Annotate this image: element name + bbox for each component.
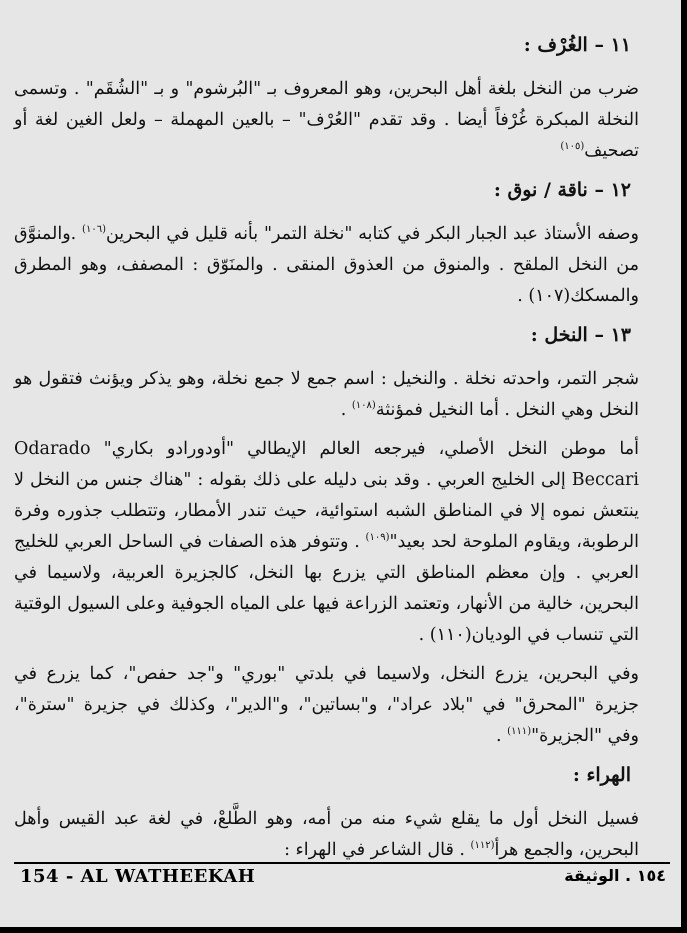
footnote-ref[interactable]: (١١٢) — [470, 840, 495, 852]
section-heading-11: ١١ – الغُرْف : — [523, 34, 631, 56]
paragraph-text: شجر التمر، واحدته نخلة . والنخيل : اسم جمع لا جمع نخلة، وهو يذكر ويؤنث فتقول هو النخل وهي النخل . أما النخيل فمؤنثة — [14, 369, 639, 420]
document-body — [14, 30, 639, 860]
section-heading-hura: الهراء : — [572, 764, 631, 786]
paragraph-text: وفي البحرين، يزرع النخل، ولاسيما في بلدتي "بوري" و"جد حفص"، كما يزرع في جزيرة "المحرق" في "بلاد عراد"، و"بساتين"، و"الدير"، وكذلك في جزيرة "سترة"، وفي "الجزيرة" — [14, 664, 639, 746]
paragraph-text: فسيل النخل أول ما يقلع شيء منه من أمه، وهو الطَّلعْ، في لغة عبد القيس وأهل البحرين، والجمع هرأ — [14, 809, 639, 860]
paragraph-tail: . — [340, 400, 352, 420]
paragraph-tail: .والمنوَّق من النخل الملقح . والمنوق من العذوق المنقى . والمنَوّق : المصفف، وهو المطرق والمسكك(١٠٧) . — [14, 224, 639, 306]
paragraph-text: وصفه الأستاذ عبد الجبار البكر في كتابه "نخلة التمر" بأنه قليل في البحرين — [105, 224, 639, 244]
paragraph-tail: . قال الشاعر في الهراء : — [284, 840, 471, 860]
section-heading-12: ١٢ – ناقة / نوق : — [493, 179, 631, 201]
paragraph-tail: . — [496, 726, 508, 746]
footer-page-label-latin: 154 - AL WATHEEKAH — [20, 866, 256, 887]
paragraph-text: ضرب من النخل بلغة أهل البحرين، وهو المعروف بـ "البُرشوم" و بـ "الشُقَم" . وتسمى النخلة المبكرة غُرْفاً أيضا . وقد تقدم "العُرْف" – بالعين المهملة – ولعل الغين لغة أو تصحيف — [14, 79, 639, 161]
paragraph-text: أما موطن النخل الأصلي، فيرجعه العالم الإيطالي "أودورادو بكاري" Odarado Beccari إلى الخليج العربي . وقد بنى دليله على ذلك بقوله : "هناك جنس من النخل لا ينتعش نموه إلا في المناطق الشبه استوائية، حيث تندر الأمطار، وتتطلب جذوره وفرة الرطوبة، ويقاوم الملوحة لحد بعيد" — [14, 439, 639, 552]
page-footer — [14, 862, 670, 894]
footnote-ref[interactable]: (١٠٨) — [351, 400, 376, 412]
footnote-ref[interactable]: (١٠٩) — [365, 532, 390, 544]
paragraph — [14, 74, 639, 167]
paragraph — [14, 804, 639, 866]
footnote-ref[interactable]: (١١١) — [507, 726, 532, 738]
paragraph — [14, 659, 639, 752]
paragraph — [14, 219, 639, 312]
footer-page-label-arabic: ١٥٤ . الوثيقة — [564, 866, 666, 885]
paragraph — [14, 364, 639, 426]
footnote-ref[interactable]: (١٠٦) — [82, 224, 106, 236]
paragraph — [14, 434, 639, 651]
footnote-ref[interactable]: (١٠٥) — [560, 141, 585, 153]
section-heading-13: ١٣ – النخل : — [530, 324, 631, 346]
paragraph-tail: . وتتوفر هذه الصفات في الساحل العربي للخليج العربي . وإن معظم المناطق التي يزرع بها النخل، كالجزيرة العربية، ولاسيما في البحرين، خالية من الأنهار، وتعتمد الزراعة فيها على المياه الجوفية وعلى السيول الوقتية التي تنساب في الوديان(١١٠) . — [14, 532, 639, 645]
